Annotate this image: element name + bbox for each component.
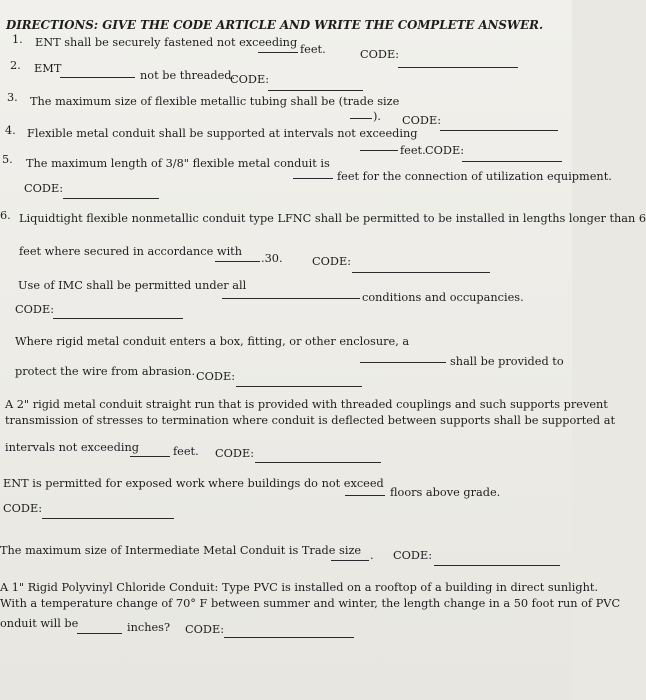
q9-line1: A 2" rigid metal conduit straight run that is provided with threaded couplings and such supports prevent: [5, 398, 608, 411]
q7-code-label: CODE:: [15, 303, 55, 316]
q8-code-label: CODE:: [196, 370, 236, 383]
q12-unit: inches?: [127, 621, 171, 634]
q5-code-label: CODE:: [24, 182, 64, 195]
q10-answer-blank[interactable]: [345, 495, 385, 496]
q9-line3: intervals not exceeding: [5, 441, 139, 454]
q12-code-label: CODE:: [185, 623, 225, 636]
q7-answer-blank[interactable]: [222, 298, 360, 299]
q3-code-label: CODE:: [402, 114, 442, 127]
q11-text: The maximum size of Intermediate Metal Conduit is Trade size: [0, 544, 362, 557]
q9-code-label: CODE:: [215, 447, 255, 460]
q5-text: The maximum length of 3/8" flexible metal conduit is: [26, 157, 330, 170]
q12-answer-blank[interactable]: [77, 633, 122, 634]
q11-answer-blank[interactable]: [331, 560, 369, 561]
q12-line3: onduit will be: [0, 617, 79, 630]
q9-code-blank[interactable]: [255, 462, 381, 463]
q10-tail: floors above grade.: [390, 486, 501, 499]
q12-line1: A 1" Rigid Polyvinyl Chloride Conduit: Type PVC is installed on a rooftop of a building in direct sunlight.: [0, 581, 599, 594]
q6-line2: feet where secured in accordance with: [19, 245, 242, 258]
q4-number: 4.: [5, 124, 16, 137]
q4-unit: feet.: [400, 144, 426, 157]
q10-code-blank[interactable]: [42, 518, 174, 519]
q4-answer-blank[interactable]: [360, 150, 398, 151]
q11-code-label: CODE:: [393, 549, 433, 562]
q6-code-blank[interactable]: [352, 272, 490, 273]
q5-tail: feet for the connection of utilization equipment.: [337, 170, 612, 183]
q9-line2: transmission of stresses to termination where conduit is deflected between supports shall be supported at: [5, 414, 616, 427]
q4-code-blank[interactable]: [462, 161, 562, 162]
q2-code-label: CODE:: [230, 73, 270, 86]
directions-heading: DIRECTIONS: GIVE THE CODE ARTICLE AND WRITE THE COMPLETE ANSWER.: [6, 18, 544, 32]
q10-code-label: CODE:: [3, 502, 43, 515]
q1-number: 1.: [12, 33, 23, 46]
q6-answer-blank[interactable]: [215, 261, 260, 262]
q1-answer-blank[interactable]: [258, 52, 298, 53]
q6-code-label: CODE:: [312, 255, 352, 268]
q8-line2: protect the wire from abrasion.: [15, 365, 196, 378]
q7-text: Use of IMC shall be permitted under all: [18, 279, 247, 292]
q11-dot: .: [370, 549, 374, 562]
q1-text: ENT shall be securely fastened not exceeding: [35, 36, 298, 49]
q8-text: Where rigid metal conduit enters a box, fitting, or other enclosure, a: [15, 335, 410, 348]
q6-line1: Liquidtight flexible nonmetallic conduit type LFNC shall be permitted to be installed in lengths longer than 6: [19, 212, 646, 225]
q8-code-blank[interactable]: [236, 386, 362, 387]
q8-answer-blank[interactable]: [360, 362, 446, 363]
q3-code-blank[interactable]: [440, 130, 558, 131]
q12-line2: With a temperature change of 70° F between summer and winter, the length change in a 50 foot run of PVC: [0, 597, 621, 610]
q1-code-label: CODE:: [360, 48, 400, 61]
q2-text-b: not be threaded.: [140, 69, 236, 82]
q5-answer-blank[interactable]: [293, 178, 333, 179]
q3-text: The maximum size of flexible metallic tubing shall be (trade size: [30, 95, 400, 108]
q8-tail: shall be provided to: [450, 355, 564, 368]
q2-code-blank[interactable]: [268, 90, 363, 91]
q9-answer-blank[interactable]: [130, 456, 170, 457]
q11-code-blank[interactable]: [434, 565, 560, 566]
q12-code-blank[interactable]: [224, 637, 354, 638]
q3-close: ).: [373, 110, 381, 123]
q7-code-blank[interactable]: [53, 318, 183, 319]
q2-number: 2.: [10, 59, 21, 72]
q6-line2-tail: .30.: [261, 252, 283, 265]
q4-text: Flexible metal conduit shall be supported at intervals not exceeding: [27, 127, 418, 140]
q9-unit: feet.: [173, 445, 199, 458]
q2-answer-blank[interactable]: [60, 77, 135, 78]
q7-tail: conditions and occupancies.: [362, 291, 524, 304]
q3-number: 3.: [7, 91, 18, 104]
q3-answer-blank[interactable]: [350, 118, 372, 119]
q2-text-a: EMT: [34, 62, 62, 75]
q1-unit: feet.: [300, 43, 326, 56]
q5-code-blank[interactable]: [63, 198, 159, 199]
q10-text: ENT is permitted for exposed work where buildings do not exceed: [3, 477, 384, 490]
q4-code-label: CODE:: [425, 144, 465, 157]
q6-number: 6.: [0, 209, 11, 222]
q5-number: 5.: [2, 153, 13, 166]
q1-code-blank[interactable]: [398, 67, 518, 68]
